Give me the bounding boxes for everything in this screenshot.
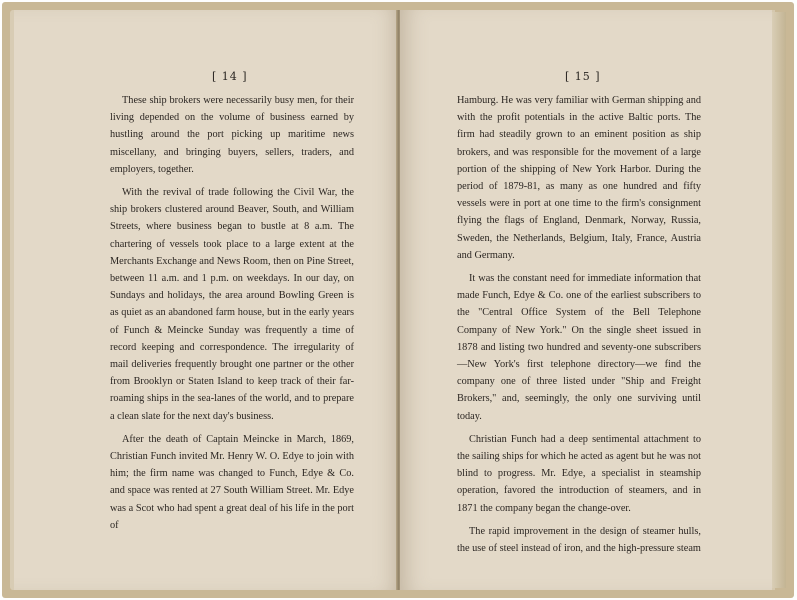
paragraph: These ship brokers were necessarily busy men, for their living depended on the volume of business earned by hustling around the port picking up maritime news miscellany, and bringing buyers, sellers, traders, and employers, together. bbox=[110, 95, 354, 175]
paragraph: Christian Funch had a deep sentimental attachment to the sailing ships for which he acted as agent but he was not blind to progress. Mr. Edye, a specialist in steamship operation, favored the introduction of steamers, and in 1871 the company began the change-over. bbox=[457, 433, 701, 514]
left-page bbox=[10, 10, 402, 590]
right-page bbox=[400, 10, 775, 590]
page-edges bbox=[772, 12, 786, 588]
paragraph: The rapid improvement in the design of steamer hulls, the use of steel instead of iron, and the high-pressure steam bbox=[457, 525, 701, 555]
page-number: [ 14 ] bbox=[212, 70, 248, 83]
paragraph: After the death of Captain Meincke in March, 1869, Christian Funch invited Mr. Henry W. O. Edye to join with him; the firm name was changed to Funch, Edye & Co. and space was rented at 27 South William Street. Mr. Edye was a Scot who had spent a great deal of his life in the port of bbox=[110, 433, 354, 531]
paragraph: It was the constant need for immediate information that made Funch, Edye & Co. one of the earliest subscribers to the "Central Office System of the Bell Telephone Company of New York." On the single sheet issued in 1878 and listing two hundred and seventy-one subscribers—New York's first telephone directory—we find the company one of three listed under "Ship and Freight Brokers," and, seemingly, the only one surviving until today. bbox=[457, 273, 701, 422]
page-body bbox=[457, 92, 701, 563]
paragraph: Hamburg. He was very familiar with German shipping and with the profit potentials in the active Baltic ports. The firm had steadily grown to an eminent position as ship brokers, and was responsible for the movement of a large portion of the shipping of New York Harbor. During the period of 1879-81, as many as one hundred and fifty vessels were in port at one time to the firm's consignment flying the flags of England, Denmark, Norway, Russia, Sweden, the Netherlands, Belgium, Italy, France, Austria and Germany. bbox=[457, 95, 701, 261]
page-body bbox=[110, 92, 354, 540]
page-number: [ 15 ] bbox=[565, 70, 601, 83]
paragraph: With the revival of trade following the Civil War, the ship brokers clustered around Beaver, South, and William Streets, where business began to bustle at 8 a.m. The chartering of vessels took place to a large extent at the Merchants Exchange and News Room, then on Pine Street, between 11 a.m. and 1 p.m. on weekdays. In our day, on Sundays and holidays, the area around Bowling Green is as quiet as an abandoned farm house, but in the early years of Funch & Meincke Sunday was frequently a time of record keeping and correspondence. The irregularity of mail deliveries frequently brought one partner or the other from Brooklyn or Staten Island to keep track of their far-roaming ships in the sea-lanes of the world, and to prepare a clean slate for the next day's business. bbox=[110, 187, 354, 422]
